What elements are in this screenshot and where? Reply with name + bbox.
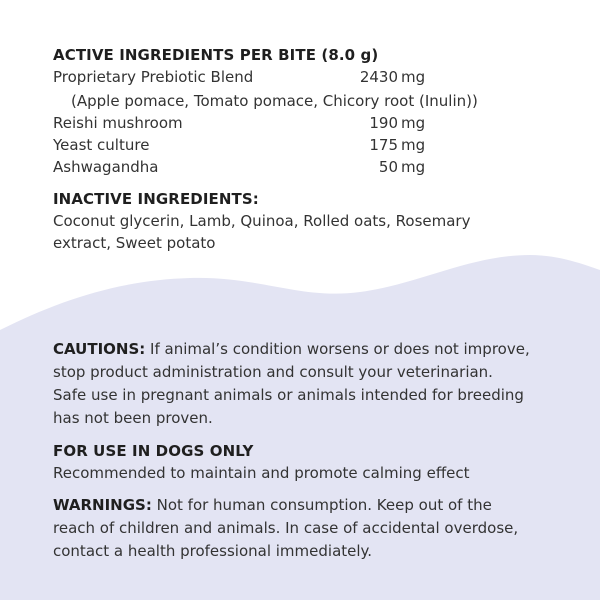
cautions-text: Safe use in pregnant animals or animals intended for breeding	[53, 386, 524, 404]
ingredient-unit: mg	[401, 158, 426, 176]
warnings-block	[53, 494, 553, 563]
ingredient-unit: mg	[401, 136, 426, 154]
ingredient-name: Reishi mushroom	[53, 114, 183, 132]
ingredient-amount: 175	[369, 136, 398, 154]
ingredient-name: Proprietary Prebiotic Blend	[53, 68, 254, 86]
active-ingredients-heading: ACTIVE INGREDIENTS PER BITE (8.0 g)	[53, 46, 379, 64]
cautions-text: If animal’s condition worsens or does not improve,	[145, 340, 530, 358]
cautions-text: has not been proven.	[53, 409, 213, 427]
inactive-ingredients-line: extract, Sweet potato	[53, 234, 216, 252]
ingredient-row	[53, 114, 433, 134]
warnings-text: contact a health professional immediately.	[53, 542, 373, 560]
warnings-text: Not for human consumption. Keep out of the	[151, 496, 492, 514]
ingredient-row	[53, 158, 433, 178]
cautions-label: CAUTIONS:	[53, 340, 146, 358]
cautions-block	[53, 338, 553, 430]
ingredient-amount: 50	[378, 158, 398, 176]
warnings-text: reach of children and animals. In case of accidental overdose,	[53, 519, 519, 537]
inactive-ingredients-line: Coconut glycerin, Lamb, Quinoa, Rolled oats, Rosemary	[53, 212, 471, 230]
blend-detail: (Apple pomace, Tomato pomace, Chicory root (Inulin))	[71, 92, 478, 110]
inactive-ingredients-heading: INACTIVE INGREDIENTS:	[53, 190, 259, 208]
cautions-text: stop product administration and consult your veterinarian.	[53, 363, 493, 381]
dogs-only-heading: FOR USE IN DOGS ONLY	[53, 442, 254, 460]
warnings-label: WARNINGS:	[53, 496, 152, 514]
dogs-only-text: Recommended to maintain and promote calming effect	[53, 464, 470, 482]
ingredient-row	[53, 136, 433, 156]
ingredient-unit: mg	[401, 68, 426, 86]
ingredient-amount: 2430	[359, 68, 398, 86]
ingredient-row	[53, 68, 433, 88]
ingredient-unit: mg	[401, 114, 426, 132]
ingredient-name: Yeast culture	[53, 136, 150, 154]
ingredient-amount: 190	[369, 114, 398, 132]
ingredient-name: Ashwagandha	[53, 158, 159, 176]
